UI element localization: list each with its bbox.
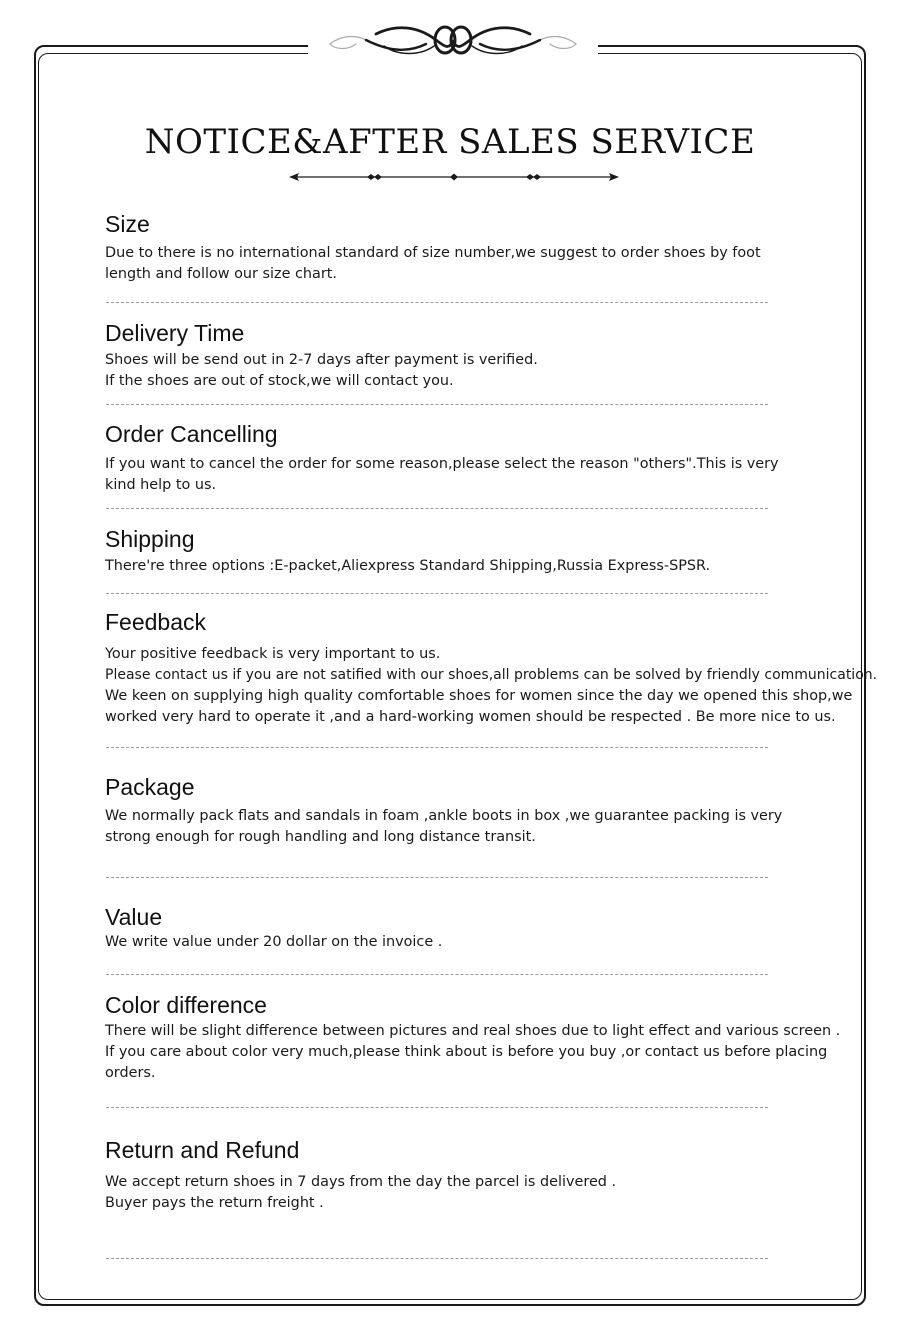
section-heading: Size xyxy=(105,211,150,237)
section-text-line: We accept return shoes in 7 days from the day the parcel is delivered . xyxy=(105,1174,617,1190)
section-heading: Delivery Time xyxy=(105,320,245,346)
section-heading: Shipping xyxy=(105,526,195,552)
dashed-divider xyxy=(106,974,768,975)
section-text-line: Your positive feedback is very important to us. xyxy=(105,646,441,662)
title-divider-ornament-icon xyxy=(287,169,621,185)
section-return-and-refund xyxy=(105,1136,865,1214)
section-text-line: kind help to us. xyxy=(105,477,217,493)
dashed-divider xyxy=(106,404,768,405)
section-feedback xyxy=(105,608,878,728)
section-heading: Package xyxy=(105,774,195,800)
flourish-ornament-icon xyxy=(326,20,580,64)
section-text-line: There're three options :E-packet,Aliexpress Standard Shipping,Russia Express-SPSR. xyxy=(105,558,711,574)
section-text-line: There will be slight difference between pictures and real shoes due to light effect and various screen . xyxy=(105,1023,841,1039)
section-heading: Value xyxy=(105,904,163,930)
dashed-divider xyxy=(106,302,768,303)
page-title: NOTICE&AFTER SALES SERVICE xyxy=(144,122,756,162)
section-text-line: worked very hard to operate it ,and a hard-working women should be respected . Be more nice to us. xyxy=(105,709,836,725)
section-delivery-time xyxy=(105,319,865,392)
section-text-line: Please contact us if you are not satified with our shoes,all problems can be solved by friendly communication. xyxy=(105,667,878,683)
section-text-line: Buyer pays the return freight . xyxy=(105,1195,324,1211)
section-text-line: strong enough for rough handling and long distance transit. xyxy=(105,829,536,845)
section-heading: Order Cancelling xyxy=(105,421,278,447)
section-heading: Feedback xyxy=(105,609,207,635)
section-color-difference xyxy=(105,991,865,1084)
dashed-divider xyxy=(106,877,768,878)
section-text-line: Due to there is no international standard of size number,we suggest to order shoes by foot xyxy=(105,245,761,261)
section-value xyxy=(105,903,865,953)
section-text-line: orders. xyxy=(105,1065,156,1081)
section-heading: Return and Refund xyxy=(105,1137,300,1163)
section-heading: Color difference xyxy=(105,992,267,1018)
section-text-line: We normally pack flats and sandals in foam ,ankle boots in box ,we guarantee packing is very xyxy=(105,808,783,824)
section-text-line: length and follow our size chart. xyxy=(105,266,337,282)
section-text-line: If the shoes are out of stock,we will contact you. xyxy=(105,373,454,389)
section-text-line: We keen on supplying high quality comfortable shoes for women since the day we opened this shop,we xyxy=(105,688,853,704)
dashed-divider xyxy=(106,593,768,594)
section-text-line: Shoes will be send out in 2-7 days after payment is verified. xyxy=(105,352,538,368)
section-text-line: If you care about color very much,please think about is before you buy ,or contact us before placing xyxy=(105,1044,828,1060)
dashed-divider xyxy=(106,1107,768,1108)
dashed-divider xyxy=(106,508,768,509)
dashed-divider xyxy=(106,747,768,748)
section-order-cancelling xyxy=(105,420,865,496)
dashed-divider xyxy=(106,1258,768,1259)
section-package xyxy=(105,773,865,848)
section-shipping xyxy=(105,525,865,577)
section-text-line: We write value under 20 dollar on the invoice . xyxy=(105,934,443,950)
section-size xyxy=(105,210,865,285)
section-text-line: If you want to cancel the order for some reason,please select the reason "others".This is very xyxy=(105,456,779,472)
